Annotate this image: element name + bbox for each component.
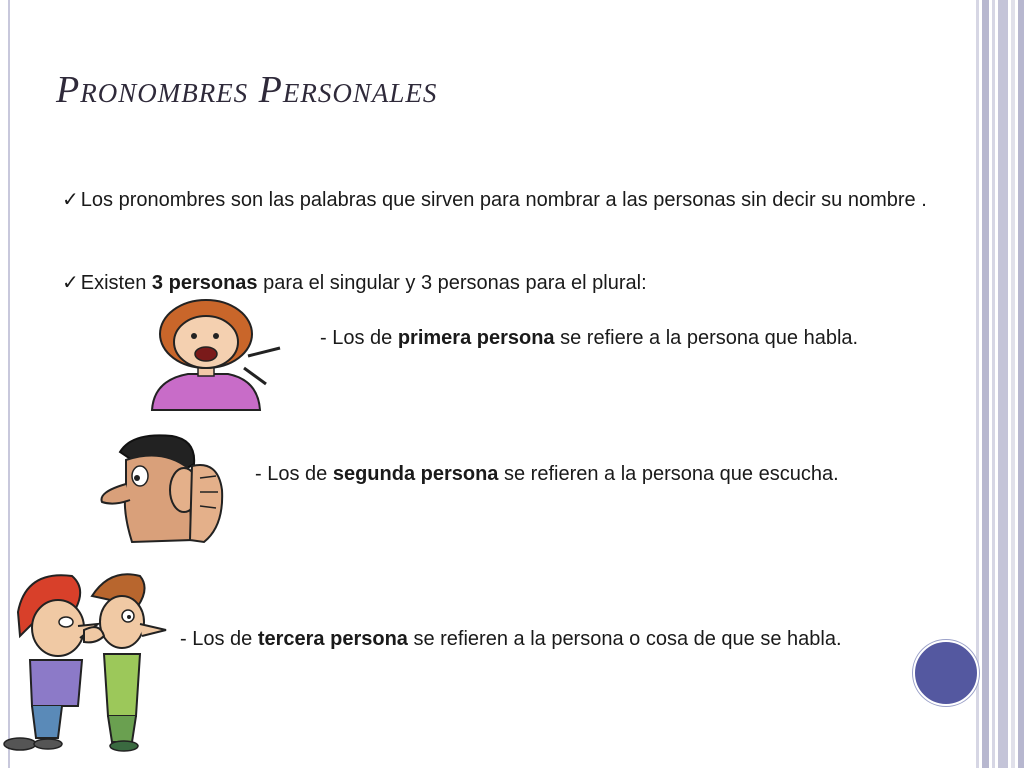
third-person-description [180,626,842,652]
dash-prefix: - Los de [255,463,333,485]
man-listening-illustration [92,430,234,548]
second-person-rest: se refieren a la persona que escucha. [498,463,839,485]
bullet-definition [62,186,942,215]
bullet-text: Los pronombres son las palabras que sirven para nombrar a las personas sin decir su nombre . [80,189,927,211]
dash-prefix: - Los de [320,327,398,349]
first-person-rest: se refiere a la persona que habla. [554,327,859,349]
dash-prefix: - Los de [180,628,258,650]
second-person-description [255,461,839,487]
decorative-circle [913,640,979,706]
first-person-description [320,325,858,351]
bullet-bold: 3 personas [151,272,258,294]
second-person-term: segunda persona [332,463,499,485]
woman-talking-illustration [140,298,290,414]
first-person-term: primera persona [397,327,555,349]
bullet-persons [62,269,942,298]
bullet-prefix: Existen [80,272,152,294]
slide-title: Pronombres Personales [56,69,438,111]
bullet-suffix: para el singular y 3 personas para el plural: [257,272,647,294]
two-people-gossiping-illustration [0,566,172,752]
third-person-rest: se refieren a la persona o cosa de que se habla. [407,628,842,650]
right-decorative-stripes [976,0,1024,768]
checkmark-icon: ✓ [62,272,79,294]
third-person-term: tercera persona [257,628,408,650]
checkmark-icon: ✓ [62,189,79,211]
